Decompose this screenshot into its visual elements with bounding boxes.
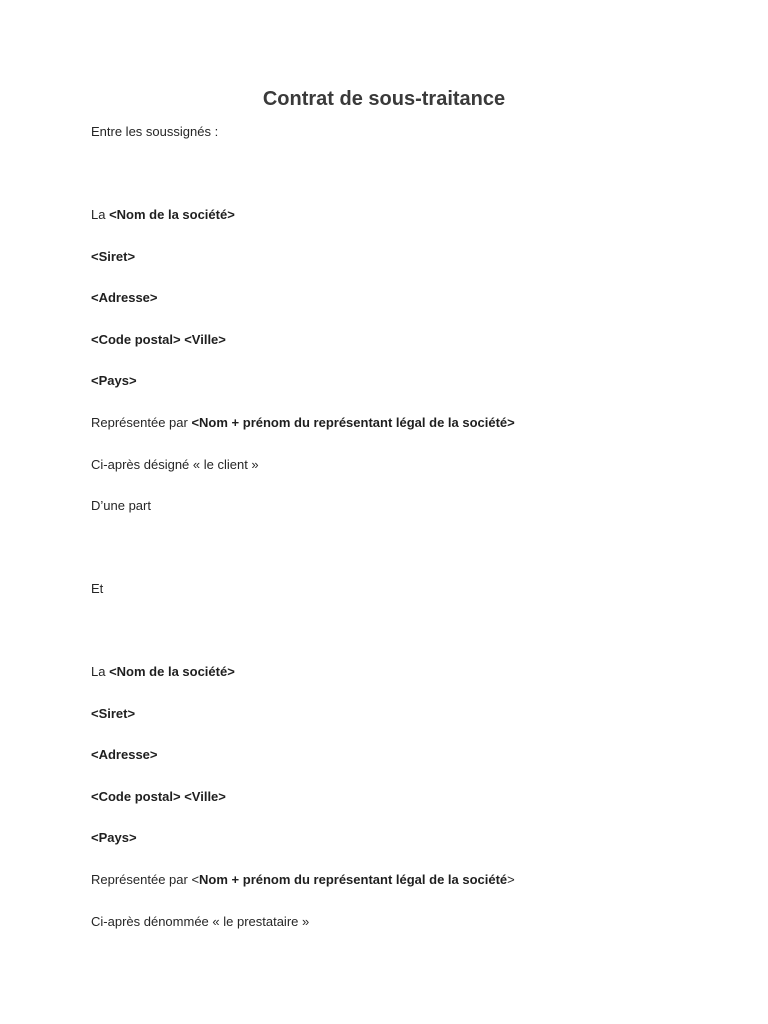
client-country-value: <Pays> <box>91 373 137 388</box>
client-address <box>91 289 158 307</box>
provider-postal-city-value: <Code postal> <Ville> <box>91 789 226 804</box>
provider-siret-value: <Siret> <box>91 706 136 721</box>
provider-representative: Nom + prénom du représentant légal de la société <box>199 872 508 887</box>
provider-country-value: <Pays> <box>91 830 137 845</box>
provider-company-prefix: La <box>91 664 110 679</box>
provider-company-line <box>91 663 235 681</box>
provider-representative-line <box>91 871 515 889</box>
client-represented-prefix: Représentée par <box>91 415 192 430</box>
and-separator: Et <box>91 581 104 596</box>
client-company-name: <Nom de la société> <box>109 207 235 222</box>
client-representative-line <box>91 414 515 432</box>
client-country <box>91 372 137 390</box>
client-postal-city-value: <Code postal> <Ville> <box>91 332 226 347</box>
client-designation: Ci-après désigné « le client » <box>91 457 259 472</box>
client-postal-city <box>91 331 226 349</box>
client-company-prefix: La <box>91 207 110 222</box>
intro-text: Entre les soussignés : <box>91 124 219 139</box>
provider-represented-suffix: > <box>507 872 515 887</box>
provider-postal-city <box>91 788 226 806</box>
provider-address <box>91 746 158 764</box>
provider-address-value: <Adresse> <box>91 747 158 762</box>
provider-represented-prefix: Représentée par < <box>91 872 200 887</box>
client-company-line <box>91 206 235 224</box>
document-title: Contrat de sous-traitance <box>262 88 506 110</box>
provider-designation: Ci-après dénommée « le prestataire » <box>91 914 310 929</box>
client-representative: <Nom + prénom du représentant légal de la société> <box>191 415 515 430</box>
client-siret-value: <Siret> <box>91 249 136 264</box>
client-part: D’une part <box>91 498 151 513</box>
provider-siret <box>91 705 135 723</box>
client-address-value: <Adresse> <box>91 290 158 305</box>
provider-company-name: <Nom de la société> <box>109 664 235 679</box>
provider-country <box>91 829 137 847</box>
client-siret <box>91 248 135 266</box>
